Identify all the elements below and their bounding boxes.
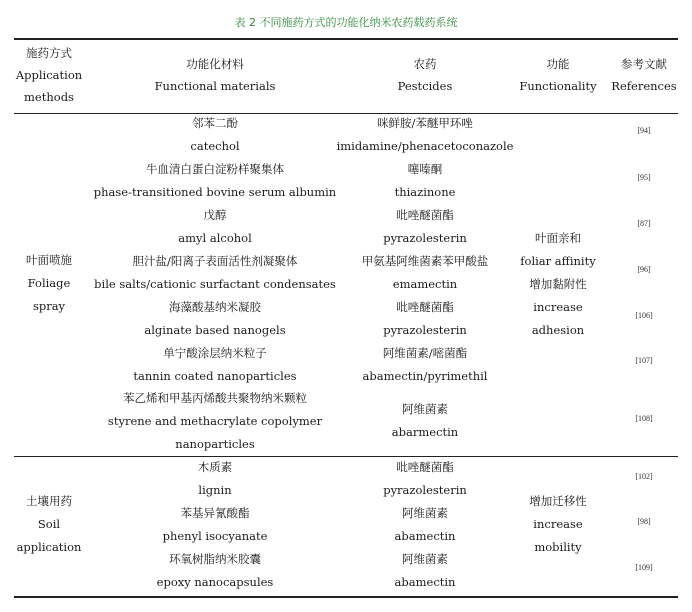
pesticide-cell [335,398,515,444]
reference: [108] [635,414,653,423]
material-en: nanoparticles [175,437,255,451]
pesticide-en: abamectin [394,529,456,543]
pesticide-en: imidamine/phenacetoconazole [336,139,514,153]
pesticide-cell [335,342,515,388]
pesticide-cell [335,548,515,594]
header-method [10,42,88,108]
material-en: alginate based nanogels [144,323,286,337]
reference: [98] [637,517,651,526]
bottom-rule [14,596,678,598]
pesticide-cn: 吡唑醚菌酯 [396,208,454,222]
pesticide-cn: 阿维菌素 [402,552,448,566]
pesticide-cn: 阿维菌素 [402,402,448,416]
reference: [102] [635,472,653,481]
foliage-function-line: adhesion [531,323,585,337]
header-method-en1: Application [15,68,83,82]
pesticide-cell [335,502,515,548]
pesticide-en: abarmectin [391,425,459,439]
pesticide-cn: 阿维菌素 [402,506,448,520]
top-rule [14,38,678,40]
material-cn: 牛血清白蛋白淀粉样聚集体 [146,162,284,176]
material-en: tannin coated nanoparticles [133,369,297,383]
material-en: catechol [190,139,240,153]
foliage-method [10,249,88,318]
material-cn: 木质素 [197,460,233,474]
material-cn: 苯基异氰酸酯 [180,506,250,520]
pesticide-en: abamectin [394,575,456,589]
material-cn: 海藻酸基纳米凝胶 [169,300,261,314]
material-cn: 单宁酸涂层纳米粒子 [163,346,267,360]
material-en: styrene and methacrylate copolymer [107,414,323,428]
reference: [96] [637,265,651,274]
material-cn: 胆汁盐/阳离子表面活性剂凝聚体 [132,254,298,268]
material-cell [90,456,340,502]
material-en: phenyl isocyanate [162,529,268,543]
material-en: epoxy nanocapsules [156,575,274,589]
soil-function [512,490,604,559]
foliage-function [512,227,604,342]
table-title: 表 2 不同施药方式的功能化纳米农药载药系统 [234,16,458,29]
pesticide-en: pyrazolesterin [383,231,467,245]
material-en: bile salts/cationic surfactant condensates [94,277,336,291]
soil-method-en2: application [16,540,82,554]
header-ref-cn: 参考文献 [621,57,667,71]
pesticide-cell [335,112,515,158]
header-method-en2: methods [24,90,74,104]
header-material-en: Functional materials [154,79,276,93]
header-function [512,53,604,97]
reference: [95] [637,173,651,182]
material-en: phase-transitioned bovine serum albumin [93,185,337,199]
soil-function-line: 增加迁移性 [529,494,587,508]
material-cell [90,548,340,594]
header-ref [605,53,683,97]
header-pesticide-cn: 农药 [413,57,437,71]
material-cn: 戊醇 [203,208,227,222]
soil-method-cn: 土壤用药 [26,494,72,508]
material-en: amyl alcohol [178,231,252,245]
header-material [90,53,340,97]
pesticide-en: abamectin/pyrimethil [362,369,488,383]
foliage-method-cn: 叶面喷施 [26,253,72,267]
foliage-method-en1: Foliage [27,276,71,290]
pesticide-cell [335,456,515,502]
reference: [109] [635,563,653,572]
header-ref-en: References [611,79,677,93]
pesticide-en: pyrazolesterin [383,323,467,337]
header-pesticide [335,53,515,97]
pesticide-cn: 甲氨基阿维菌素苯甲酸盐 [361,254,489,268]
header-function-en: Functionality [519,79,597,93]
material-cell [90,112,340,158]
header-material-cn: 功能化材料 [186,57,244,71]
material-en: lignin [198,483,232,497]
material-cell [90,502,340,548]
pesticide-cn: 咪鲜胺/苯醚甲环唑 [377,116,473,130]
foliage-function-line: foliar affinity [520,254,596,268]
soil-function-line: mobility [534,540,582,554]
header-method-cn: 施药方式 [26,46,72,60]
material-cell [90,296,340,342]
pesticide-cn: 阿维菌素/嘧菌酯 [382,346,468,360]
material-cell [90,204,340,250]
foliage-method-en2: spray [32,299,66,313]
soil-method [10,490,88,559]
material-cell [90,342,340,388]
material-cell [90,250,340,296]
pesticide-cn: 吡唑醚菌酯 [396,300,454,314]
foliage-function-line: 叶面亲和 [535,231,581,245]
foliage-function-line: 增加黏附性 [529,277,587,291]
material-cell [90,387,340,456]
reference: [87] [637,219,651,228]
pesticide-cell [335,250,515,296]
pesticide-cn: 噻嗪酮 [407,162,443,176]
reference: [106] [635,311,653,320]
material-cell [90,158,340,204]
soil-function-line: increase [533,517,583,531]
header-function-cn: 功能 [546,57,570,71]
header-pesticide-en: Pestcides [397,79,453,93]
pesticide-cn: 吡唑醚菌酯 [396,460,454,474]
pesticide-en: pyrazolesterin [383,483,467,497]
reference: [94] [637,126,651,135]
pesticide-cell [335,296,515,342]
reference: [107] [635,356,653,365]
material-cn: 苯乙烯和甲基丙烯酸共聚物纳米颗粒 [123,391,307,405]
material-cn: 环氧树脂纳米胶囊 [169,552,261,566]
material-cn: 邻苯二酚 [192,116,238,130]
pesticide-cell [335,204,515,250]
pesticide-cell [335,158,515,204]
pesticide-en: emamectin [392,277,458,291]
foliage-function-line: increase [533,300,583,314]
soil-method-en1: Soil [37,517,61,531]
pesticide-en: thiazinone [394,185,456,199]
